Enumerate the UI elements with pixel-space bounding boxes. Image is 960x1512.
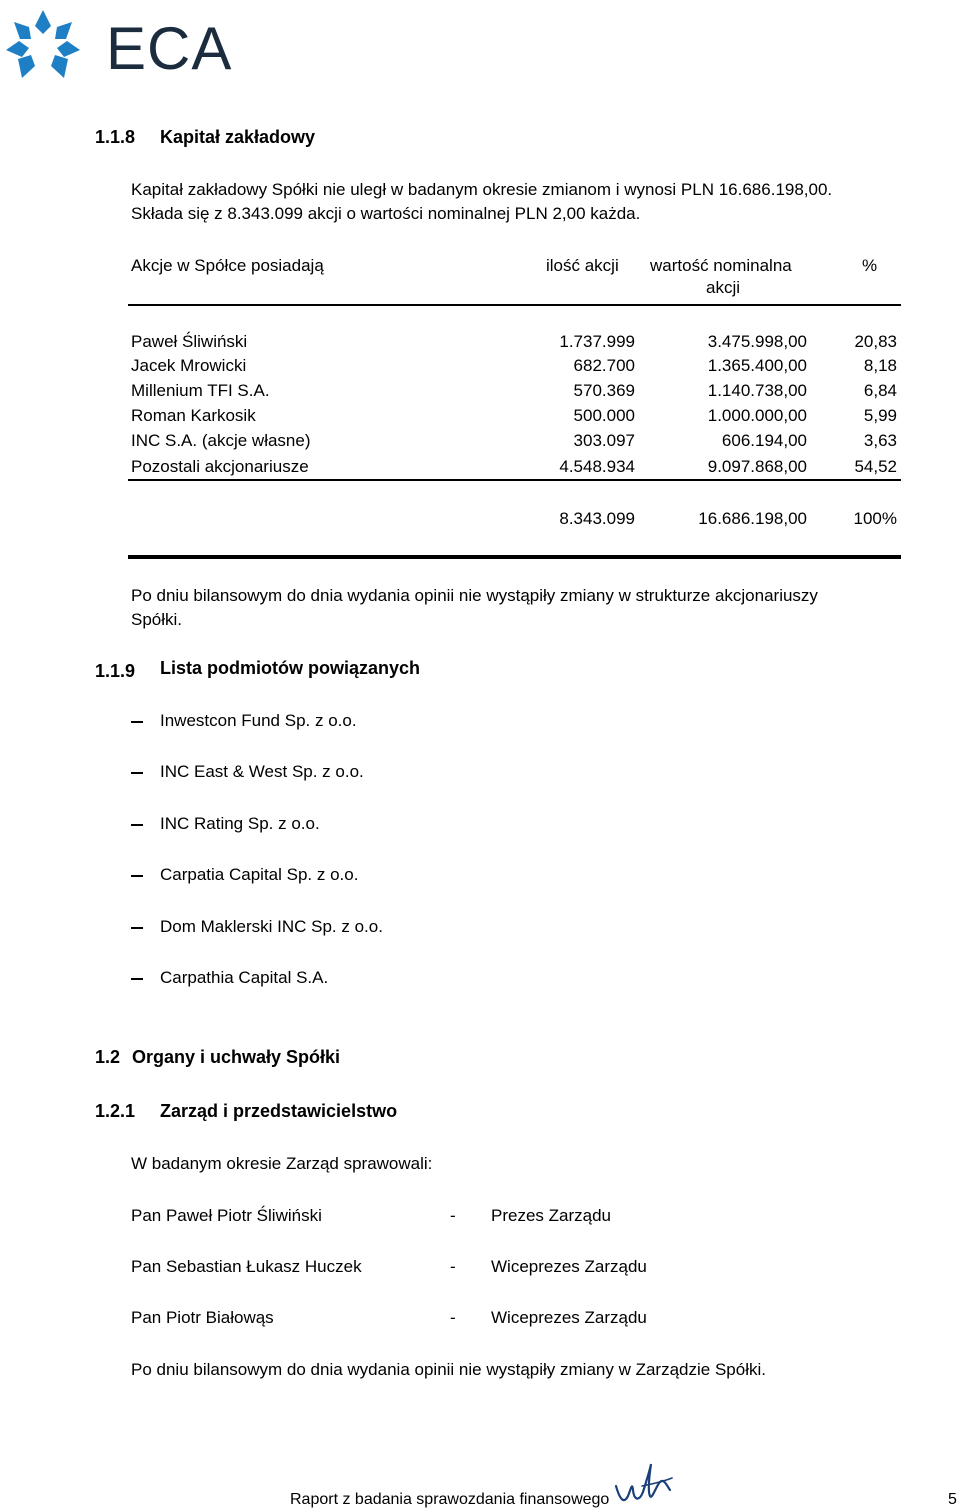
list-item-text: INC Rating Sp. z o.o. [160,814,320,833]
member-role: Prezes Zarządu [491,1206,611,1225]
holder-name: Roman Karkosik [131,406,256,425]
holder-name: Millenium TFI S.A. [131,381,270,400]
member-separator: - [450,1206,456,1225]
total-percent: 100% [853,509,897,528]
share-percent: 54,52 [854,457,897,476]
company-logo [2,6,232,82]
footer-text: Raport z badania sprawozdania finansowego [290,1491,610,1508]
dash-bullet-icon [131,772,143,774]
paragraph-line: Spółki. [131,610,183,629]
section-title: Zarząd i przedstawicielstwo [160,1101,398,1121]
paragraph-line: Po dniu bilansowym do dnia wydania opinii nie wystąpiły zmiany w strukturze akcjonariuszy [131,586,818,605]
shares-count: 682.700 [573,356,635,375]
list-item-text: INC East & West Sp. z o.o. [160,762,364,781]
paragraph-line: Składa się z 8.343.099 akcji o wartości nominalnej PLN 2,00 każda. [131,204,641,223]
total-shares: 8.343.099 [559,509,635,528]
page-number: 5 [948,1491,957,1508]
dash-bullet-icon [131,875,143,877]
holder-name: INC S.A. (akcje własne) [131,431,311,450]
board-intro: W badanym okresie Zarząd sprawowali: [131,1154,433,1173]
table-header-shares: ilość akcji [546,256,619,275]
member-role: Wiceprezes Zarządu [491,1308,647,1327]
table-header-rule [128,304,901,306]
section-number: 1.1.8 [95,127,136,147]
table-header-percent: % [862,256,878,275]
share-percent: 3,63 [863,431,897,450]
share-percent: 8,18 [863,356,897,375]
list-item-text: Carpathia Capital S.A. [160,968,329,987]
section-title: Organy i uchwały Spółki [132,1047,341,1067]
share-percent: 5,99 [863,406,897,425]
member-role: Wiceprezes Zarządu [491,1257,647,1276]
member-separator: - [450,1257,456,1276]
nominal-value: 1.365.400,00 [707,356,807,375]
member-name: Pan Piotr Białowąs [131,1308,274,1327]
nominal-value: 9.097.868,00 [707,457,807,476]
table-header-nominal-cont: akcji [706,278,741,297]
signature-icon [612,1456,674,1508]
section-number: 1.2.1 [95,1101,136,1121]
nominal-value: 3.475.998,00 [707,332,807,351]
board-closing: Po dniu bilansowym do dnia wydania opinii nie wystąpiły zmiany w Zarządzie Spółki. [131,1360,766,1379]
holder-name: Paweł Śliwiński [131,332,248,351]
shares-count: 500.000 [573,406,635,425]
shares-count: 1.737.999 [559,332,635,351]
table-header-holder: Akcje w Spółce posiadają [131,256,324,275]
shares-count: 4.548.934 [559,457,635,476]
shares-count: 303.097 [573,431,635,450]
dash-bullet-icon [131,721,143,723]
list-item-text: Inwestcon Fund Sp. z o.o. [160,711,357,730]
member-name: Pan Paweł Piotr Śliwiński [131,1206,322,1225]
section-number: 1.1.9 [95,661,136,681]
table-header-nominal: wartość nominalna [650,256,792,275]
section-title: Lista podmiotów powiązanych [160,658,421,678]
holder-name: Jacek Mrowicki [131,356,247,375]
member-separator: - [450,1308,456,1327]
paragraph [131,584,899,632]
section-number: 1.2 [95,1047,121,1067]
paragraph-line: Kapitał zakładowy Spółki nie uległ w badanym okresie zmianom i wynosi PLN 16.686.198,00. [131,180,833,199]
dash-bullet-icon [131,824,143,826]
dash-bullet-icon [131,927,143,929]
list-item-text: Carpatia Capital Sp. z o.o. [160,865,359,884]
nominal-value: 1.000.000,00 [707,406,807,425]
holder-name: Pozostali akcjonariusze [131,457,309,476]
total-nominal: 16.686.198,00 [698,509,807,528]
share-percent: 20,83 [854,332,897,351]
share-percent: 6,84 [863,381,897,400]
shares-count: 570.369 [573,381,635,400]
nominal-value: 606.194,00 [721,431,807,450]
section-title: Kapitał zakładowy [160,127,316,147]
logo-text: ECA [106,15,233,82]
list-item-text: Dom Maklerski INC Sp. z o.o. [160,917,383,936]
paragraph [131,178,899,226]
table-total-rule [128,555,901,559]
dash-bullet-icon [131,978,143,980]
star-logo-icon [2,6,84,82]
member-name: Pan Sebastian Łukasz Huczek [131,1257,362,1276]
nominal-value: 1.140.738,00 [707,381,807,400]
table-body-rule [128,479,901,481]
